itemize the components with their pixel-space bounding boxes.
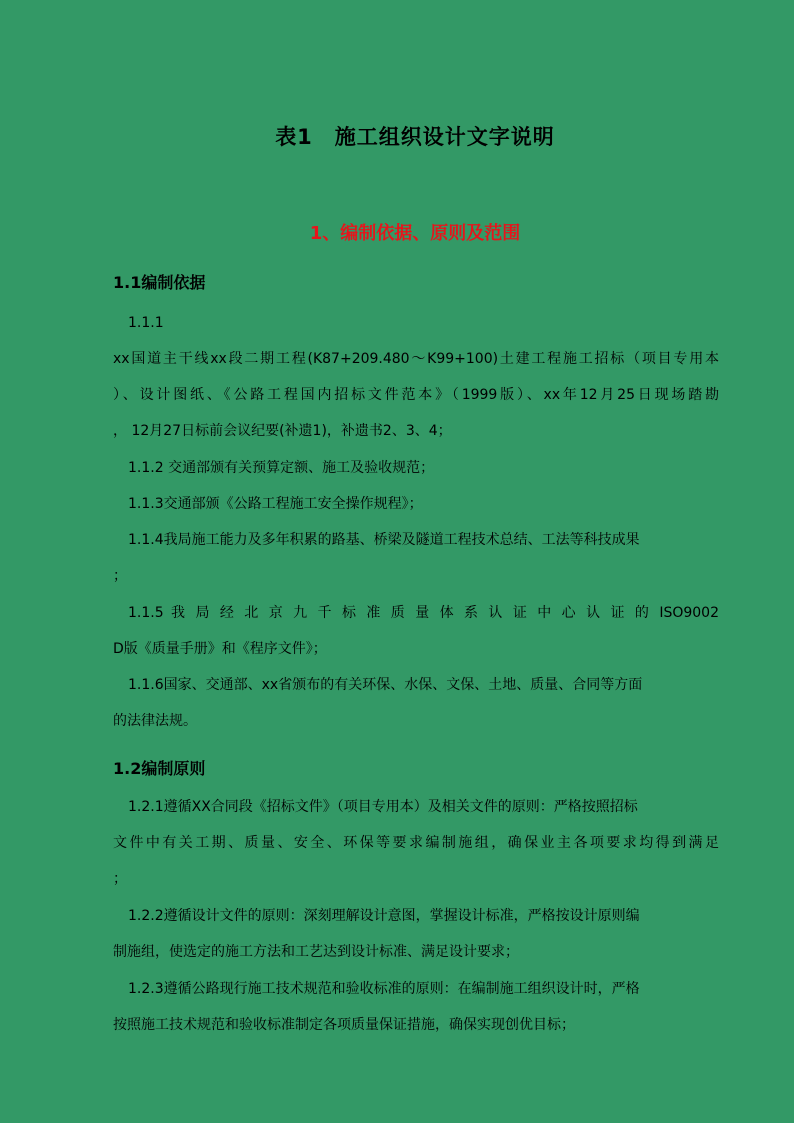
paragraph-line: 1.2.3遵循公路现行施工技术规范和验收标准的原则：在编制施工组织设计时，严格 xyxy=(128,981,640,997)
paragraph-line: 文件中有关工期、质量、安全、环保等要求编制施组，确保业主各项要求均得到满足 xyxy=(113,835,719,851)
paragraph-line: 1.2.2遵循设计文件的原则：深刻理解设计意图，掌握设计标准，严格按设计原则编 xyxy=(128,908,640,924)
paragraph-line: 制施组，使选定的施工方法和工艺达到设计标准、满足设计要求； xyxy=(113,944,519,960)
paragraph-line: 1.1.5 我 局 经 北 京 九 千 标 准 质 量 体 系 认 证 中 心 认 证 的 ISO9002 xyxy=(128,605,719,621)
paragraph-line: xx国道主干线xx段二期工程(K87+209.480～K99+100)土建工程施工招标（项目专用本 xyxy=(113,351,719,367)
section-1-title: 1、编制依据、原则及范围 xyxy=(309,223,521,244)
paragraph-line: ； xyxy=(113,871,127,887)
paragraph-line: 1.1.1 xyxy=(128,315,164,331)
subheading-1-2: 1.2编制原则 xyxy=(113,759,206,778)
paragraph-line: 按照施工技术规范和验收标准制定各项质量保证措施，确保实现创优目标； xyxy=(113,1017,575,1033)
paragraph-line: 1.1.3交通部颁《公路工程施工安全操作规程》； xyxy=(128,496,423,512)
paragraph-line: 的法律法规。 xyxy=(113,713,197,729)
paragraph-line: D版《质量手册》和《程序文件》； xyxy=(113,641,327,657)
paragraph-line: 1.1.4我局施工能力及多年积累的路基、桥梁及隧道工程技术总结、工法等科技成果 xyxy=(128,532,640,548)
paragraph-line: 1.1.2 交通部颁有关预算定额、施工及验收规范； xyxy=(128,460,435,476)
paragraph-line: ； xyxy=(113,568,127,584)
paragraph-line: ， 12月27日标前会议纪要(补遗1)，补遗书2、3、4； xyxy=(113,423,452,439)
subheading-1-1: 1.1编制依据 xyxy=(113,273,206,292)
paragraph-line: 1.1.6国家、交通部、xx省颁布的有关环保、水保、文保、土地、质量、合同等方面 xyxy=(128,677,643,693)
paragraph-line: 1.2.1遵循XX合同段《招标文件》（项目专用本）及相关文件的原则：严格按照招标 xyxy=(128,799,638,815)
paragraph-line: ）、设计图纸、《公路工程国内招标文件范本》（1999版）、xx年12月25日现场踏勘 xyxy=(113,387,719,403)
document-title: 表1 施工组织设计文字说明 xyxy=(275,125,555,149)
